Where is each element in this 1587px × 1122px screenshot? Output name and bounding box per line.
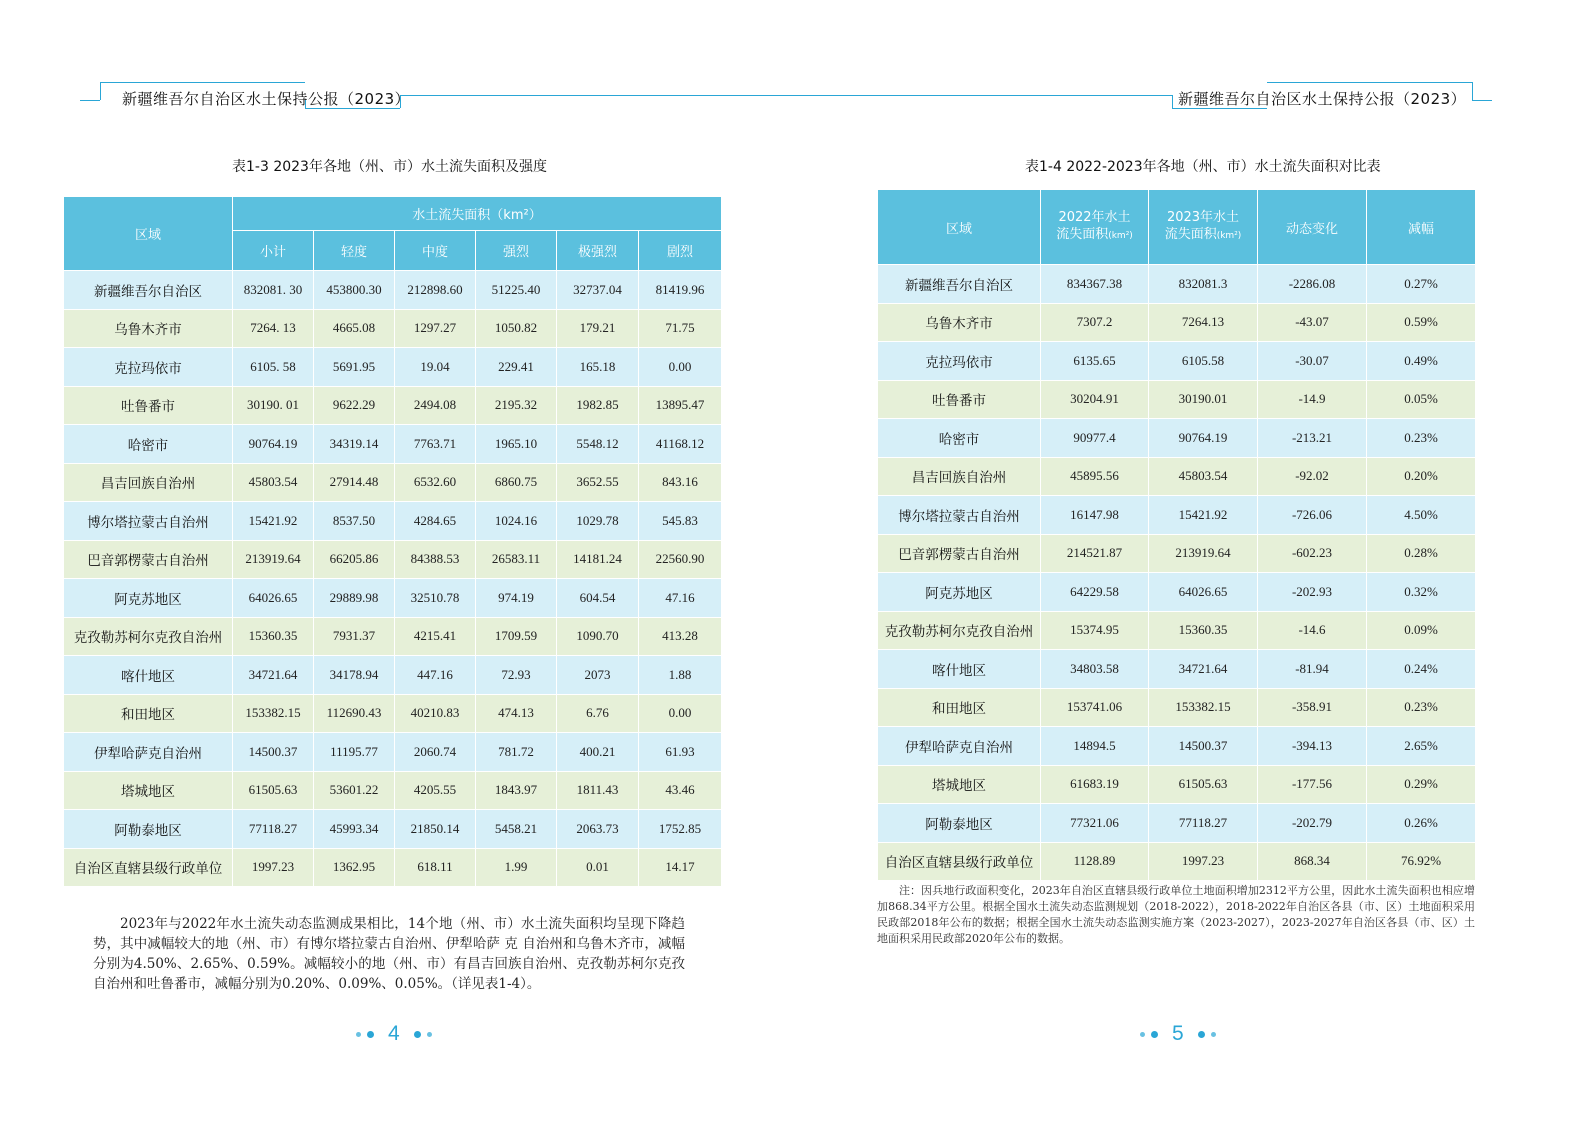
value-cell: 453800.30 bbox=[314, 271, 395, 310]
table-caption: 表1-3 2023年各地（州、市）水土流失面积及强度 bbox=[232, 159, 547, 175]
value-cell: -202.93 bbox=[1258, 573, 1367, 612]
region-cell: 克拉玛依市 bbox=[878, 342, 1041, 381]
dot-icon bbox=[1151, 1031, 1158, 1038]
table-row bbox=[64, 733, 722, 772]
value-cell: 30204.91 bbox=[1041, 380, 1149, 419]
value-cell: 64026.65 bbox=[233, 579, 314, 618]
region-cell: 克拉玛依市 bbox=[64, 348, 233, 387]
value-cell: 0.20% bbox=[1367, 457, 1476, 496]
value-cell: 4215.41 bbox=[395, 617, 476, 656]
value-cell: -177.56 bbox=[1258, 765, 1367, 804]
region-cell: 巴音郭楞蒙古自治州 bbox=[64, 540, 233, 579]
value-cell: 0.26% bbox=[1367, 804, 1476, 843]
value-cell: 4205.55 bbox=[395, 771, 476, 810]
value-cell: 0.59% bbox=[1367, 303, 1476, 342]
value-cell: 66205.86 bbox=[314, 540, 395, 579]
region-cell: 新疆维吾尔自治区 bbox=[64, 271, 233, 310]
value-cell: 0.49% bbox=[1367, 342, 1476, 381]
header-rule-right-tail bbox=[1472, 100, 1492, 101]
soil-erosion-intensity-table bbox=[63, 196, 722, 887]
value-cell: 1128.89 bbox=[1041, 842, 1149, 881]
table-row bbox=[64, 540, 722, 579]
value-cell: 40210.83 bbox=[395, 694, 476, 733]
table-row bbox=[878, 380, 1476, 419]
subheader-cell: 剧烈 bbox=[639, 231, 722, 271]
value-cell: 1811.43 bbox=[557, 771, 639, 810]
value-cell: 45993.34 bbox=[314, 810, 395, 849]
value-cell: 1090.70 bbox=[557, 617, 639, 656]
value-cell: 7264. 13 bbox=[233, 309, 314, 348]
region-cell: 喀什地区 bbox=[878, 650, 1041, 689]
subheader-cell: 中度 bbox=[395, 231, 476, 271]
value-cell: 9622.29 bbox=[314, 386, 395, 425]
dot-icon bbox=[367, 1031, 374, 1038]
value-cell: 1843.97 bbox=[476, 771, 557, 810]
value-cell: 0.05% bbox=[1367, 380, 1476, 419]
value-cell: 34721.64 bbox=[1149, 650, 1258, 689]
value-cell: 1024.16 bbox=[476, 502, 557, 541]
value-cell: 112690.43 bbox=[314, 694, 395, 733]
value-cell: 832081. 30 bbox=[233, 271, 314, 310]
value-cell: -14.6 bbox=[1258, 611, 1367, 650]
value-cell: 179.21 bbox=[557, 309, 639, 348]
value-cell: 90764.19 bbox=[1149, 419, 1258, 458]
value-cell: -602.23 bbox=[1258, 534, 1367, 573]
region-cell: 吐鲁番市 bbox=[64, 386, 233, 425]
value-cell: 2060.74 bbox=[395, 733, 476, 772]
table-row bbox=[64, 579, 722, 618]
region-cell: 哈密市 bbox=[64, 425, 233, 464]
table-row bbox=[64, 271, 722, 310]
dot-icon bbox=[1140, 1032, 1145, 1037]
header-title: 新疆维吾尔自治区水土保持公报（2023） bbox=[1178, 90, 1467, 108]
table-row bbox=[64, 694, 722, 733]
erosion-comparison-table bbox=[877, 189, 1476, 881]
value-cell: 604.54 bbox=[557, 579, 639, 618]
header-rule-spine bbox=[400, 95, 794, 96]
value-cell: 7307.2 bbox=[1041, 303, 1149, 342]
value-cell: 0.00 bbox=[639, 348, 722, 387]
header-dynamic-change: 动态变化 bbox=[1258, 190, 1367, 265]
value-cell: 212898.60 bbox=[395, 271, 476, 310]
value-cell: 29889.98 bbox=[314, 579, 395, 618]
value-cell: 4.50% bbox=[1367, 496, 1476, 535]
table-row bbox=[878, 342, 1476, 381]
region-cell: 塔城地区 bbox=[878, 765, 1041, 804]
value-cell: 229.41 bbox=[476, 348, 557, 387]
value-cell: 6105.58 bbox=[1149, 342, 1258, 381]
region-cell: 巴音郭楞蒙古自治州 bbox=[878, 534, 1041, 573]
table-row bbox=[64, 810, 722, 849]
value-cell: 0.27% bbox=[1367, 265, 1476, 304]
value-cell: 0.32% bbox=[1367, 573, 1476, 612]
value-cell: 843.16 bbox=[639, 463, 722, 502]
value-cell: 165.18 bbox=[557, 348, 639, 387]
value-cell: 90977.4 bbox=[1041, 419, 1149, 458]
value-cell: 90764.19 bbox=[233, 425, 314, 464]
table-row bbox=[878, 650, 1476, 689]
value-cell: 1752.85 bbox=[639, 810, 722, 849]
value-cell: 27914.48 bbox=[314, 463, 395, 502]
region-cell: 阿克苏地区 bbox=[878, 573, 1041, 612]
value-cell: 1709.59 bbox=[476, 617, 557, 656]
table-row bbox=[64, 502, 722, 541]
value-cell: -213.21 bbox=[1258, 419, 1367, 458]
value-cell: 153382.15 bbox=[1149, 688, 1258, 727]
subheader-cell: 小计 bbox=[233, 231, 314, 271]
value-cell: 781.72 bbox=[476, 733, 557, 772]
page-left bbox=[0, 0, 793, 1122]
value-cell: -30.07 bbox=[1258, 342, 1367, 381]
value-cell: 19.04 bbox=[395, 348, 476, 387]
table-row bbox=[878, 842, 1476, 881]
region-cell: 自治区直辖县级行政单位 bbox=[64, 848, 233, 887]
value-cell: 26583.11 bbox=[476, 540, 557, 579]
value-cell: 5691.95 bbox=[314, 348, 395, 387]
region-cell: 新疆维吾尔自治区 bbox=[878, 265, 1041, 304]
table-row bbox=[878, 611, 1476, 650]
value-cell: 53601.22 bbox=[314, 771, 395, 810]
value-cell: 34803.58 bbox=[1041, 650, 1149, 689]
value-cell: 13895.47 bbox=[639, 386, 722, 425]
table-row bbox=[64, 656, 722, 695]
region-cell: 和田地区 bbox=[64, 694, 233, 733]
table-row bbox=[878, 534, 1476, 573]
table-caption: 表1-4 2022-2023年各地（州、市）水土流失面积对比表 bbox=[1025, 159, 1381, 175]
value-cell: 30190.01 bbox=[1149, 380, 1258, 419]
value-cell: 1362.95 bbox=[314, 848, 395, 887]
value-cell: -43.07 bbox=[1258, 303, 1367, 342]
header-rule-left-top bbox=[100, 82, 305, 83]
value-cell: 41168.12 bbox=[639, 425, 722, 464]
value-cell: 7264.13 bbox=[1149, 303, 1258, 342]
header-rule-left bbox=[80, 100, 100, 101]
value-cell: 72.93 bbox=[476, 656, 557, 695]
value-cell: 34178.94 bbox=[314, 656, 395, 695]
table-row bbox=[878, 303, 1476, 342]
value-cell: 2494.08 bbox=[395, 386, 476, 425]
value-cell: 34319.14 bbox=[314, 425, 395, 464]
value-cell: 868.34 bbox=[1258, 842, 1367, 881]
value-cell: 6860.75 bbox=[476, 463, 557, 502]
value-cell: 64229.58 bbox=[1041, 573, 1149, 612]
value-cell: 0.09% bbox=[1367, 611, 1476, 650]
value-cell: 51225.40 bbox=[476, 271, 557, 310]
region-cell: 昌吉回族自治州 bbox=[878, 457, 1041, 496]
table-row bbox=[64, 848, 722, 887]
header-title: 新疆维吾尔自治区水土保持公报（2023） bbox=[122, 90, 411, 108]
value-cell: 4284.65 bbox=[395, 502, 476, 541]
value-cell: 213919.64 bbox=[233, 540, 314, 579]
value-cell: 618.11 bbox=[395, 848, 476, 887]
header-rule-right-bracket bbox=[1472, 82, 1473, 100]
region-cell: 博尔塔拉蒙古自治州 bbox=[64, 502, 233, 541]
value-cell: 1050.82 bbox=[476, 309, 557, 348]
value-cell: -202.79 bbox=[1258, 804, 1367, 843]
table-row bbox=[878, 457, 1476, 496]
table-row bbox=[64, 617, 722, 656]
value-cell: 15360.35 bbox=[1149, 611, 1258, 650]
region-cell: 伊犁哈萨克自治州 bbox=[64, 733, 233, 772]
value-cell: -358.91 bbox=[1258, 688, 1367, 727]
value-cell: 1029.78 bbox=[557, 502, 639, 541]
header-erosion-area: 水土流失面积（km²） bbox=[233, 197, 722, 231]
header-region: 区域 bbox=[64, 197, 233, 271]
value-cell: 1.99 bbox=[476, 848, 557, 887]
value-cell: 1297.27 bbox=[395, 309, 476, 348]
value-cell: 47.16 bbox=[639, 579, 722, 618]
table-row bbox=[64, 771, 722, 810]
region-cell: 喀什地区 bbox=[64, 656, 233, 695]
value-cell: 45895.56 bbox=[1041, 457, 1149, 496]
value-cell: 14894.5 bbox=[1041, 727, 1149, 766]
value-cell: 1997.23 bbox=[233, 848, 314, 887]
value-cell: -394.13 bbox=[1258, 727, 1367, 766]
value-cell: 474.13 bbox=[476, 694, 557, 733]
value-cell: 6532.60 bbox=[395, 463, 476, 502]
value-cell: 2073 bbox=[557, 656, 639, 695]
subheader-cell: 强烈 bbox=[476, 231, 557, 271]
value-cell: 45803.54 bbox=[233, 463, 314, 502]
value-cell: 6105. 58 bbox=[233, 348, 314, 387]
region-cell: 哈密市 bbox=[878, 419, 1041, 458]
header-2023-area: 2023年水土 流失面积(km²) bbox=[1149, 190, 1258, 265]
value-cell: 0.23% bbox=[1367, 419, 1476, 458]
value-cell: 832081.3 bbox=[1149, 265, 1258, 304]
table-row bbox=[878, 804, 1476, 843]
value-cell: 6.76 bbox=[557, 694, 639, 733]
region-cell: 塔城地区 bbox=[64, 771, 233, 810]
value-cell: 8537.50 bbox=[314, 502, 395, 541]
value-cell: 974.19 bbox=[476, 579, 557, 618]
value-cell: 61.93 bbox=[639, 733, 722, 772]
value-cell: 0.23% bbox=[1367, 688, 1476, 727]
value-cell: 14.17 bbox=[639, 848, 722, 887]
value-cell: 4665.08 bbox=[314, 309, 395, 348]
value-cell: 5548.12 bbox=[557, 425, 639, 464]
value-cell: 11195.77 bbox=[314, 733, 395, 772]
value-cell: 64026.65 bbox=[1149, 573, 1258, 612]
table-row bbox=[64, 348, 722, 387]
value-cell: 0.00 bbox=[639, 694, 722, 733]
header-rule-spine-right bbox=[794, 95, 1172, 96]
header-decrease-rate: 减幅 bbox=[1367, 190, 1476, 265]
value-cell: -81.94 bbox=[1258, 650, 1367, 689]
value-cell: 43.46 bbox=[639, 771, 722, 810]
value-cell: -14.9 bbox=[1258, 380, 1367, 419]
value-cell: -726.06 bbox=[1258, 496, 1367, 535]
value-cell: 0.29% bbox=[1367, 765, 1476, 804]
value-cell: 77118.27 bbox=[233, 810, 314, 849]
value-cell: 15421.92 bbox=[233, 502, 314, 541]
value-cell: 32737.04 bbox=[557, 271, 639, 310]
value-cell: 45803.54 bbox=[1149, 457, 1258, 496]
summary-paragraph: 2023年与2022年水土流失动态监测成果相比，14个地（州、市）水土流失面积均呈现下降趋势，其中减幅较大的地（州、市）有博尔塔拉蒙古自治州、伊犁哈萨 克 自治州和乌鲁木齐市，减幅分别为4.50%、2.65%、0.59%。减幅较小的地（州、市）有昌吉回族自治州、克孜勒苏柯尔克孜自治州和吐鲁番市，减幅分别为0.20%、0.09%、0.05%。（详见表1-4）。 bbox=[93, 916, 685, 992]
region-cell: 博尔塔拉蒙古自治州 bbox=[878, 496, 1041, 535]
table-row bbox=[878, 419, 1476, 458]
value-cell: 153741.06 bbox=[1041, 688, 1149, 727]
region-cell: 克孜勒苏柯尔克孜自治州 bbox=[64, 617, 233, 656]
value-cell: 213919.64 bbox=[1149, 534, 1258, 573]
table-note: 注：因兵地行政面积变化，2023年自治区直辖县级行政单位土地面积增加2312平方公里，因此水土流失面积也相应增加868.34平方公里。根据全国水土流失动态监测规划（2018-2022），2018-2022年自治区各县（市、区）土地面积采用民政部2018年公布的数据；根据全国水土流失动态监测实施方案（2023-2027），2023-2027年自治区各县（市、区）土地面积采用民政部2020年公布的数据。 bbox=[877, 884, 1475, 945]
region-cell: 乌鲁木齐市 bbox=[878, 303, 1041, 342]
region-cell: 阿勒泰地区 bbox=[64, 810, 233, 849]
value-cell: 77321.06 bbox=[1041, 804, 1149, 843]
value-cell: 76.92% bbox=[1367, 842, 1476, 881]
value-cell: 84388.53 bbox=[395, 540, 476, 579]
header-rule-right-v bbox=[1172, 95, 1173, 108]
table-row bbox=[64, 386, 722, 425]
value-cell: 14500.37 bbox=[233, 733, 314, 772]
value-cell: 153382.15 bbox=[233, 694, 314, 733]
value-cell: 834367.38 bbox=[1041, 265, 1149, 304]
dot-icon bbox=[356, 1032, 361, 1037]
value-cell: 1965.10 bbox=[476, 425, 557, 464]
header-rule-left-bracket bbox=[100, 82, 101, 100]
value-cell: 14181.24 bbox=[557, 540, 639, 579]
dot-icon bbox=[1198, 1031, 1205, 1038]
value-cell: 61505.63 bbox=[233, 771, 314, 810]
header-rule-right-top bbox=[1267, 82, 1472, 83]
value-cell: 0.28% bbox=[1367, 534, 1476, 573]
value-cell: 1997.23 bbox=[1149, 842, 1258, 881]
value-cell: 0.24% bbox=[1367, 650, 1476, 689]
value-cell: 214521.87 bbox=[1041, 534, 1149, 573]
value-cell: 32510.78 bbox=[395, 579, 476, 618]
table-row bbox=[64, 309, 722, 348]
table-row bbox=[878, 265, 1476, 304]
table-row bbox=[878, 765, 1476, 804]
header-2022-area: 2022年水土 流失面积(km²) bbox=[1041, 190, 1149, 265]
value-cell: 2063.73 bbox=[557, 810, 639, 849]
table-row bbox=[64, 463, 722, 502]
region-cell: 吐鲁番市 bbox=[878, 380, 1041, 419]
value-cell: 0.01 bbox=[557, 848, 639, 887]
value-cell: 14500.37 bbox=[1149, 727, 1258, 766]
value-cell: 3652.55 bbox=[557, 463, 639, 502]
value-cell: 2.65% bbox=[1367, 727, 1476, 766]
value-cell: 61683.19 bbox=[1041, 765, 1149, 804]
value-cell: 15360.35 bbox=[233, 617, 314, 656]
region-cell: 乌鲁木齐市 bbox=[64, 309, 233, 348]
value-cell: 21850.14 bbox=[395, 810, 476, 849]
value-cell: 71.75 bbox=[639, 309, 722, 348]
region-cell: 阿克苏地区 bbox=[64, 579, 233, 618]
value-cell: -2286.08 bbox=[1258, 265, 1367, 304]
region-cell: 克孜勒苏柯尔克孜自治州 bbox=[878, 611, 1041, 650]
table-row bbox=[878, 727, 1476, 766]
region-cell: 昌吉回族自治州 bbox=[64, 463, 233, 502]
value-cell: 1982.85 bbox=[557, 386, 639, 425]
value-cell: -92.02 bbox=[1258, 457, 1367, 496]
value-cell: 447.16 bbox=[395, 656, 476, 695]
table-row bbox=[878, 573, 1476, 612]
dot-icon bbox=[427, 1032, 432, 1037]
value-cell: 22560.90 bbox=[639, 540, 722, 579]
region-cell: 伊犁哈萨克自治州 bbox=[878, 727, 1041, 766]
value-cell: 2195.32 bbox=[476, 386, 557, 425]
value-cell: 5458.21 bbox=[476, 810, 557, 849]
value-cell: 61505.63 bbox=[1149, 765, 1258, 804]
value-cell: 7763.71 bbox=[395, 425, 476, 464]
value-cell: 545.83 bbox=[639, 502, 722, 541]
value-cell: 400.21 bbox=[557, 733, 639, 772]
value-cell: 7931.37 bbox=[314, 617, 395, 656]
page-number-left: 4 bbox=[356, 1022, 432, 1046]
value-cell: 1.88 bbox=[639, 656, 722, 695]
region-cell: 自治区直辖县级行政单位 bbox=[878, 842, 1041, 881]
subheader-cell: 极强烈 bbox=[557, 231, 639, 271]
value-cell: 6135.65 bbox=[1041, 342, 1149, 381]
table-row bbox=[878, 688, 1476, 727]
region-cell: 和田地区 bbox=[878, 688, 1041, 727]
subheader-cell: 轻度 bbox=[314, 231, 395, 271]
page-right bbox=[794, 0, 1587, 1122]
header-region: 区域 bbox=[878, 190, 1041, 265]
dot-icon bbox=[1211, 1032, 1216, 1037]
value-cell: 30190. 01 bbox=[233, 386, 314, 425]
value-cell: 81419.96 bbox=[639, 271, 722, 310]
table-row bbox=[878, 496, 1476, 535]
table-row bbox=[64, 425, 722, 464]
dot-icon bbox=[414, 1031, 421, 1038]
value-cell: 15421.92 bbox=[1149, 496, 1258, 535]
region-cell: 阿勒泰地区 bbox=[878, 804, 1041, 843]
value-cell: 413.28 bbox=[639, 617, 722, 656]
page-number-right: 5 bbox=[1140, 1022, 1216, 1046]
value-cell: 77118.27 bbox=[1149, 804, 1258, 843]
value-cell: 16147.98 bbox=[1041, 496, 1149, 535]
value-cell: 34721.64 bbox=[233, 656, 314, 695]
value-cell: 15374.95 bbox=[1041, 611, 1149, 650]
